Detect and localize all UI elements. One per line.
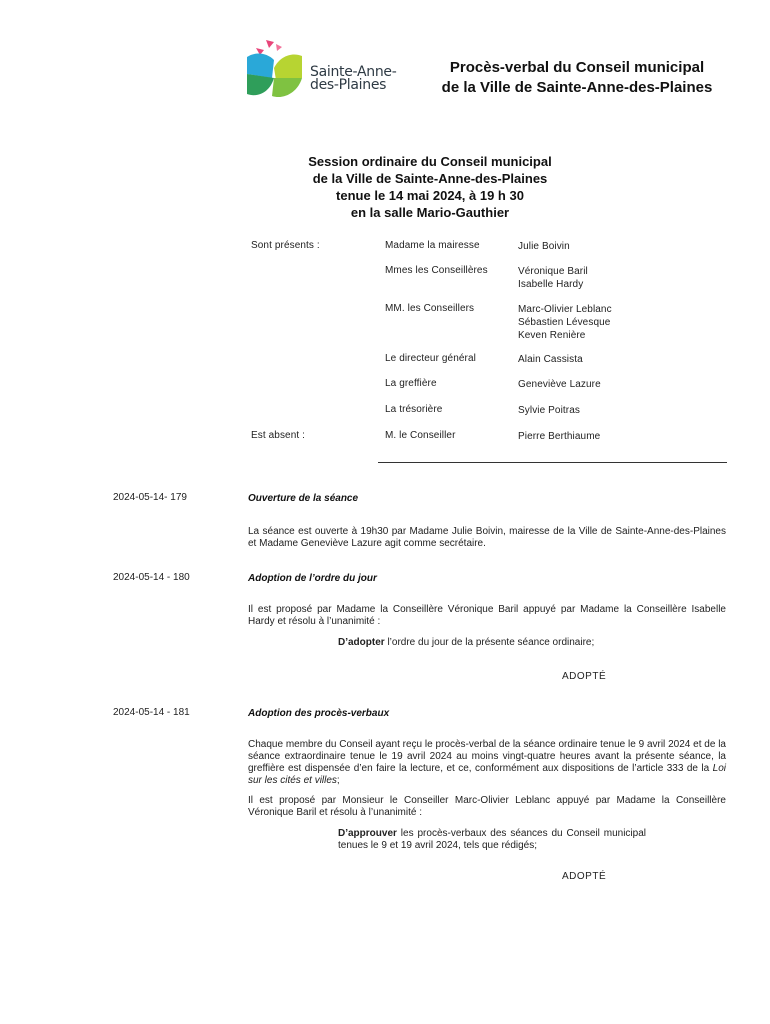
resolution-verb: D’adopter bbox=[338, 637, 385, 648]
item-heading: Adoption des procès-verbaux bbox=[248, 708, 390, 719]
resolution-text bbox=[338, 637, 658, 649]
item-paragraph bbox=[248, 739, 726, 787]
law-title: Loi sur les cités et villes bbox=[248, 763, 726, 786]
session-line1: Session ordinaire du Conseil municipal bbox=[308, 154, 552, 169]
attendance-name: Sylvie Poitras bbox=[518, 405, 580, 416]
absent-label: Est absent : bbox=[251, 430, 306, 441]
present-label: Sont présents : bbox=[251, 240, 320, 251]
item-paragraph: Il est proposé par Madame la Conseillère Véronique Baril appuyé par Madame la Conseillère Isabelle Hardy et résolu à l’unanimité : bbox=[248, 604, 726, 627]
document-title-line2: de la Ville de Sainte-Anne-des-Plaines bbox=[441, 79, 713, 96]
logo-text-line2: des-Plaines bbox=[310, 77, 387, 93]
paragraph-text: Chaque membre du Conseil ayant reçu le procès-verbal de la séance ordinaire tenue le 9 avril 2024 et de la séance extraordinaire tenue le 19 avril 2024 au moins vingt-quatre heures avant la présente séance, la greffière est dispensée d’en faire la lecture, et ce, conformément aux dispositions de l’article 333 de la bbox=[248, 739, 726, 774]
adopted-status: ADOPTÉ bbox=[562, 871, 607, 882]
city-logo bbox=[244, 38, 412, 104]
logo-text-line1: Sainte-Anne- bbox=[310, 64, 397, 80]
paragraph-end: ; bbox=[336, 775, 340, 786]
resolution-number: 2024-05-14 - 181 bbox=[113, 707, 190, 718]
attendance-role: La greffière bbox=[385, 378, 437, 389]
attendance-name: Geneviève Lazure bbox=[518, 379, 601, 390]
item-paragraph: La séance est ouverte à 19h30 par Madame Julie Boivin, mairesse de la Ville de Sainte-Anne-des-Plaines et Madame Geneviève Lazure agit comme secrétaire. bbox=[248, 526, 726, 549]
resolution-number: 2024-05-14- 179 bbox=[113, 492, 187, 503]
document-title-line1: Procès-verbal du Conseil municipal bbox=[449, 59, 705, 76]
attendance-role: Le directeur général bbox=[385, 353, 476, 364]
item-heading: Adoption de l’ordre du jour bbox=[248, 573, 377, 584]
session-title bbox=[230, 153, 630, 221]
attendance-role: Mmes les Conseillères bbox=[385, 265, 488, 276]
resolution-verb: D’approuver bbox=[338, 828, 397, 839]
attendance-role: Madame la mairesse bbox=[385, 240, 480, 251]
attendance-name: Keven Renière bbox=[518, 330, 586, 341]
item-heading: Ouverture de la séance bbox=[248, 493, 359, 504]
resolution-text bbox=[338, 828, 646, 852]
session-line3: tenue le 14 mai 2024, à 19 h 30 bbox=[336, 188, 524, 203]
city-logo-emblem bbox=[244, 38, 306, 102]
separator-line bbox=[378, 462, 727, 463]
attendance-role: M. le Conseiller bbox=[385, 430, 456, 441]
resolution-rest: les procès-verbaux des séances du Conseil municipal tenues le 9 et 19 avril 2024, tels que rédigés; bbox=[338, 828, 646, 851]
attendance-name: Alain Cassista bbox=[518, 354, 583, 365]
attendance-name: Isabelle Hardy bbox=[518, 279, 584, 290]
resolution-number: 2024-05-14 - 180 bbox=[113, 572, 190, 583]
attendance-name: Julie Boivin bbox=[518, 241, 570, 252]
attendance-role: La trésorière bbox=[385, 404, 443, 415]
attendance-name: Véronique Baril bbox=[518, 266, 588, 277]
resolution-rest: l’ordre du jour de la présente séance ordinaire; bbox=[384, 637, 595, 648]
item-paragraph: Il est proposé par Monsieur le Conseiller Marc-Olivier Leblanc appuyé par Madame la Conseillère Véronique Baril et résolu à l’unanimité : bbox=[248, 795, 726, 818]
session-line2: de la Ville de Sainte-Anne-des-Plaines bbox=[312, 171, 548, 186]
attendance-name: Marc-Olivier Leblanc bbox=[518, 304, 612, 315]
adopted-status: ADOPTÉ bbox=[562, 671, 607, 682]
attendance-name: Sébastien Lévesque bbox=[518, 317, 611, 328]
session-line4: en la salle Mario-Gauthier bbox=[350, 205, 510, 220]
attendance-role: MM. les Conseillers bbox=[385, 303, 475, 314]
attendance-name: Pierre Berthiaume bbox=[518, 431, 601, 442]
